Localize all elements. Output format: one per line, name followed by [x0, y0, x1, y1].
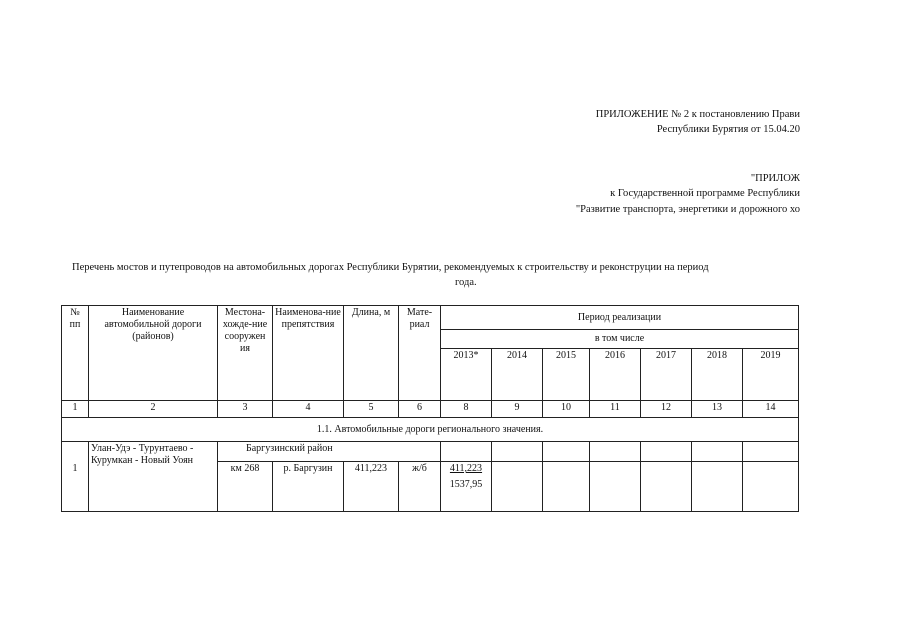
road-name: Улан-Удэ - Турунтаево - Курумкан - Новый Уоян: [89, 442, 218, 512]
header-num: № пп: [62, 306, 89, 401]
empty-cell: [692, 462, 743, 512]
appendix2-line-2: к Государственной программе Республики: [610, 188, 800, 199]
empty-cell: [492, 442, 543, 462]
empty-cell: [692, 442, 743, 462]
empty-cell: [543, 462, 590, 512]
header-period: Период реализации: [441, 306, 799, 330]
header-material: Мате-риал: [399, 306, 441, 401]
section-title: 1.1. Автомобильные дороги регионального значения.: [62, 418, 799, 442]
header-road: Наименование автомобильной дороги (районов): [89, 306, 218, 401]
col-number: 6: [399, 401, 441, 418]
header-year: 2018: [692, 349, 743, 401]
value-2013-cell: [441, 462, 492, 512]
col-number: 4: [273, 401, 344, 418]
document-title: Перечень мостов и путепроводов на автомобильных дорогах Республики Бурятии, рекомендуемых к строительству и реконструции на период: [72, 262, 709, 273]
header-location: Местона-хожде-ние сооружен ия: [218, 306, 273, 401]
empty-cell: [641, 442, 692, 462]
header-obstacle: Наименова-ние препятствия: [273, 306, 344, 401]
appendix2-line-3: "Развитие транспорта, энергетики и дорожного хо: [575, 204, 800, 215]
col-number: 1: [62, 401, 89, 418]
bridges-table: [61, 305, 799, 512]
empty-cell: [743, 442, 799, 462]
col-number: 9: [492, 401, 543, 418]
row-num-spacer: [62, 442, 89, 462]
empty-cell: [492, 462, 543, 512]
col-number: 12: [641, 401, 692, 418]
empty-cell: [590, 462, 641, 512]
obstacle-cell: р. Баргузин: [273, 462, 344, 512]
row-num: 1: [62, 462, 89, 512]
col-number: 10: [543, 401, 590, 418]
header-year: 2019: [743, 349, 799, 401]
appendix2-line-1: "ПРИЛОЖ: [750, 173, 800, 184]
col-number: 8: [441, 401, 492, 418]
header-year: 2013*: [441, 349, 492, 401]
header-including: в том числе: [441, 330, 799, 349]
col-number: 5: [344, 401, 399, 418]
material-cell: ж/б: [399, 462, 441, 512]
col-number: 11: [590, 401, 641, 418]
header-year: 2017: [641, 349, 692, 401]
col-number: 14: [743, 401, 799, 418]
location-cell: км 268: [218, 462, 273, 512]
col-number: 2: [89, 401, 218, 418]
document-title-cont: года.: [455, 277, 477, 288]
appendix-line-2: Республики Бурятия от 15.04.20: [656, 124, 800, 135]
col-number: 13: [692, 401, 743, 418]
district-name: Баргузинский район: [218, 442, 441, 462]
empty-cell: [543, 442, 590, 462]
empty-cell: [641, 462, 692, 512]
empty-cell: [590, 442, 641, 462]
header-year: 2016: [590, 349, 641, 401]
empty-cell: [743, 462, 799, 512]
header-length: Длина, м: [344, 306, 399, 401]
value-2013-a: 411,223: [449, 463, 483, 474]
header-year: 2014: [492, 349, 543, 401]
length-cell: 411,223: [344, 462, 399, 512]
empty-cell: [441, 442, 492, 462]
header-year: 2015: [543, 349, 590, 401]
col-number: 3: [218, 401, 273, 418]
value-2013-b: 1537,95: [449, 479, 483, 490]
appendix-line-1: ПРИЛОЖЕНИЕ № 2 к постановлению Прави: [595, 109, 800, 120]
